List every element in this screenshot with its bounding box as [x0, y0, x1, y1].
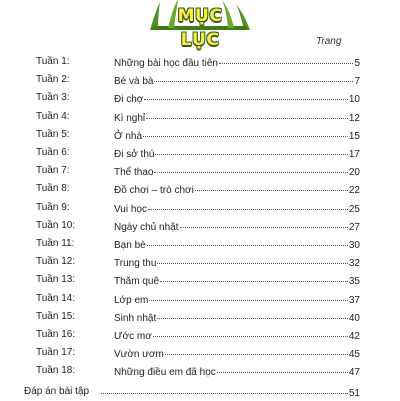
toc-week: Tuần 18:: [36, 365, 76, 377]
toc-entry: [114, 182, 360, 198]
toc-row[interactable]: [0, 219, 400, 233]
dot-leader: [101, 383, 348, 394]
dot-leader: [146, 108, 348, 119]
toc-page-number: 32: [348, 258, 360, 270]
toc-title: Những điều em đã học: [114, 367, 216, 379]
toc-entry: [114, 237, 360, 253]
toc-page-number: 30: [348, 240, 360, 251]
toc-week: Tuần 1:: [36, 56, 70, 67]
toc-page-number: 20: [348, 167, 360, 179]
dot-leader: [154, 162, 347, 173]
toc-title: Ngày chủ nhật: [114, 221, 179, 233]
toc-entry: [114, 164, 360, 180]
toc-entry: [114, 346, 360, 362]
dot-leader: [157, 308, 348, 319]
page-column-label: Trang: [316, 36, 342, 47]
toc-entry: [114, 364, 360, 380]
dot-leader: [153, 326, 348, 337]
toc-entry: [114, 310, 360, 326]
toc-week: Tuần 7:: [36, 165, 70, 177]
dot-leader: [155, 144, 347, 155]
toc-week: Tuần 4:: [36, 110, 70, 122]
dot-leader: [144, 89, 348, 100]
answer-key-label: Đáp án bài tập: [24, 385, 90, 397]
toc-entry: [114, 110, 360, 126]
toc-title: Đồ chơi – trò chơi: [114, 185, 194, 197]
dot-leader: [165, 344, 348, 355]
toc-row[interactable]: [0, 128, 400, 142]
dot-leader: [160, 271, 348, 282]
answer-key-page: 51: [348, 387, 360, 399]
toc-row[interactable]: [0, 310, 400, 324]
dot-leader: [180, 217, 348, 228]
toc-row[interactable]: [0, 110, 400, 124]
toc-row[interactable]: [0, 273, 400, 287]
toc-page-number: 10: [348, 94, 360, 106]
toc-title: Bé và bà: [114, 76, 154, 88]
toc-entry: [114, 219, 360, 235]
toc-page-number: 27: [348, 221, 360, 233]
dot-leader: [195, 180, 348, 191]
toc-page-number: 15: [348, 130, 360, 142]
toc-page-number: 37: [348, 294, 360, 306]
toc-row[interactable]: [0, 55, 400, 69]
toc-page-number: 40: [348, 312, 360, 324]
toc-row[interactable]: [0, 73, 400, 87]
toc-entry: [114, 73, 360, 89]
toc-week: Tuần 3:: [36, 92, 70, 104]
toc-page-number: 5: [354, 58, 360, 69]
toc-entry: [114, 55, 360, 71]
toc-title: Thể thao: [114, 167, 154, 179]
dot-leader: [157, 253, 347, 264]
toc-title: Ở nhà: [114, 130, 143, 142]
toc-title: Bạn bè: [114, 240, 146, 251]
toc-week: Tuần 9:: [36, 201, 70, 213]
toc-week: Tuần 10:: [36, 219, 76, 231]
toc-entry: [114, 128, 360, 144]
toc-entry: [114, 255, 360, 271]
answer-key-row[interactable]: [0, 385, 400, 399]
toc-page-number: 25: [348, 203, 360, 215]
toc-row[interactable]: [0, 201, 400, 215]
toc-page-number: 12: [348, 112, 360, 124]
toc-title: Những bài học đầu tiên: [114, 58, 218, 69]
toc-week: Tuần 11:: [36, 238, 75, 249]
dot-leader: [147, 235, 348, 246]
toc-entry: [114, 292, 360, 308]
toc-title: Vườn ươm: [114, 349, 164, 361]
dot-leader: [219, 53, 353, 64]
toc-row[interactable]: [0, 164, 400, 178]
toc-week: Tuần 14:: [36, 292, 76, 304]
toc-title: Ước mơ: [114, 331, 152, 342]
toc-title: Trung thu: [114, 258, 157, 270]
toc-page-number: 35: [348, 276, 360, 288]
toc-page-number: 7: [354, 76, 360, 88]
toc-row[interactable]: [0, 292, 400, 306]
toc-title: Lớp em: [114, 294, 149, 306]
toc-week: Tuần 13:: [36, 274, 76, 286]
toc-week: Tuần 2:: [36, 74, 70, 86]
toc-row[interactable]: [0, 182, 400, 196]
toc-title: Đi chợ: [114, 94, 144, 106]
toc-page-number: 17: [348, 149, 360, 160]
answer-key-entry: [100, 385, 360, 401]
toc-week: Tuần 17:: [36, 347, 76, 359]
toc-row[interactable]: [0, 237, 400, 251]
dot-leader: [149, 290, 348, 301]
dot-leader: [143, 126, 348, 137]
toc-page-number: 42: [348, 331, 360, 342]
toc-week: Tuần 12:: [36, 256, 76, 268]
page-title: MỤC LỤC: [177, 6, 223, 50]
toc-week: Tuần 8:: [36, 183, 70, 195]
toc-entry: [114, 273, 360, 289]
toc-page-number: 47: [348, 367, 360, 379]
toc-row[interactable]: [0, 91, 400, 105]
toc-page-number: 45: [348, 349, 360, 361]
toc-page-number: 22: [348, 185, 360, 197]
toc-title: Kì nghỉ: [114, 112, 146, 124]
toc-week: Tuần 6:: [36, 147, 70, 158]
toc-title: Sinh nhật: [114, 312, 157, 324]
toc-row[interactable]: [0, 346, 400, 360]
toc-title: Đi sở thú: [114, 149, 155, 160]
toc-entry: [114, 328, 360, 344]
toc-week: Tuần 5:: [36, 128, 70, 140]
toc-row[interactable]: [0, 328, 400, 342]
toc-title: Vui học: [114, 203, 147, 215]
toc-row[interactable]: [0, 364, 400, 378]
dot-leader: [154, 71, 353, 82]
toc-week: Tuần 16:: [36, 329, 76, 340]
toc-entry: [114, 201, 360, 217]
toc-row[interactable]: [0, 146, 400, 160]
toc-entry: [114, 146, 360, 162]
toc-week: Tuần 15:: [36, 310, 76, 322]
toc-title: Thăm quê: [114, 276, 160, 288]
toc-row[interactable]: [0, 255, 400, 269]
dot-leader: [217, 362, 348, 373]
dot-leader: [148, 199, 348, 210]
toc-entry: [114, 91, 360, 107]
